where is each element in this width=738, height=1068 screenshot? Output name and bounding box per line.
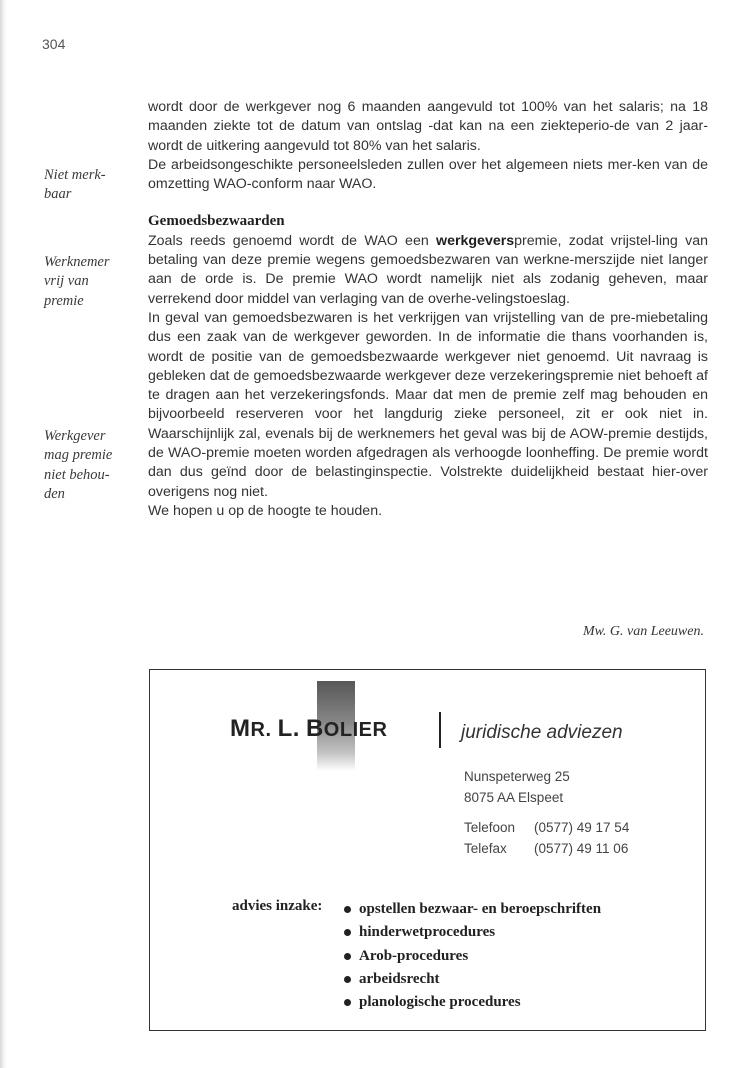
margin-note-line: premie: [44, 292, 84, 309]
fax-number: (0577) 49 11 06: [534, 841, 629, 856]
address-city: 8075 AA Elspeet: [464, 790, 564, 805]
keyword-werkgevers: werkgevers: [436, 232, 515, 249]
phone-number: (0577) 49 17 54: [534, 820, 630, 835]
paragraph-closing: We hopen u op de hoogte te houden.: [148, 502, 383, 519]
text-segment: Zoals reeds genoemd wordt de WAO een: [148, 232, 437, 249]
logo-letter: B: [305, 715, 324, 742]
logo-letters: R.: [250, 719, 272, 741]
advertisement-box: [149, 669, 706, 1031]
margin-note-line: Niet merk-: [44, 167, 106, 183]
list-item: arbeidsrecht: [344, 968, 601, 991]
contact-block: [464, 817, 629, 859]
tagline: juridische adviezen: [461, 722, 623, 743]
scan-edge-shadow: [0, 0, 7, 1068]
logo-letter: M: [230, 715, 251, 742]
paragraph-salary: wordt door de werkgever nog 6 maanden aangevuld tot 100% van het salaris; na 18 maanden ziekte tot de datum van ontslag -dat kan na een ziekteperio-de van 2 jaar- wordt de uitkering aangevuld tot 80% van het salaris.: [148, 99, 708, 154]
margin-note-line: vrij van: [44, 273, 89, 290]
section-heading: Gemoedsbezwaarden: [148, 213, 285, 230]
phone-line: [464, 817, 629, 838]
margin-note-werkgever-mag: [44, 427, 142, 504]
fax-line: [464, 838, 629, 859]
advice-label: advies inzake:: [232, 898, 323, 914]
article-body: [148, 98, 708, 521]
advice-list: [344, 898, 601, 1014]
margin-note-werknemer-vrij: [44, 253, 142, 311]
address-block: [464, 766, 570, 808]
text-segment: premie, zodat vrijstel-ling van betaling van deze premie wegens gemoedsbezwaren van werkne-merszijde niet langer aan de orde is. De premie WAO wordt namelijk niet als zodanig geheven, maar verrekend door middel van verlaging van de overhe-velingstoeslag.: [148, 232, 708, 307]
list-item: Arob-procedures: [344, 945, 601, 968]
phone-label: Telefoon: [464, 820, 516, 835]
logo-divider: [439, 712, 441, 748]
margin-note-line: Werkgever: [44, 428, 106, 444]
logo-letters: OLIER: [323, 719, 388, 741]
list-item: opstellen bezwaar- en beroepschriften: [344, 898, 601, 921]
paragraph-employer-premium: [148, 232, 708, 309]
fax-label: Telefax: [464, 841, 507, 856]
margin-note-line: den: [44, 485, 65, 502]
logo-name: [230, 715, 387, 743]
signature: Mw. G. van Leeuwen.: [582, 624, 704, 639]
page-number: 304: [42, 36, 66, 52]
paragraph-conscientious-objection: In geval van gemoedsbezwaren is het verkrijgen van vrijstelling van de pre-miebetaling dus een zaak van de werkgever geworden. In de informatie die thans voorhanden is, wordt de positie van de gemoedsbezwaarde werkgever niet genoemd. Uit navraag is gebleken dat de gemoedsbezwaarde werkgever deze verzekeringspremie niet behoeft af te dragen aan het verzekeringsfonds. Maar dat men de premie zelf mag behouden en bijvoorbeeld reserveren voor het langdurig zieke personeel, zit er ook niet in. Waarschijnlijk zal, evenals bij de werknemers het geval was bij de AOW-premie destijds, de WAO-premie moeten worden afgedragen als verhoogde loonheffing. De premie wordt dan dus geïnd door de belastinginspectie. Volstrekte duidelijkheid bestaat hier-over overigens nog niet.: [148, 309, 708, 500]
margin-note-line: Werknemer: [44, 254, 110, 270]
address-street: Nunspeterweg 25: [464, 769, 570, 784]
margin-note-line: baar: [44, 186, 72, 203]
paragraph-not-noticeable: De arbeidsongeschikte personeelsleden zullen over het algemeen niets mer-ken van de omzetting WAO-conform naar WAO.: [148, 156, 708, 193]
margin-note-line: mag premie: [44, 447, 113, 464]
margin-note-niet-merkbaar: [44, 166, 142, 205]
margin-note-line: niet behou-: [44, 466, 110, 483]
list-item: hinderwetprocedures: [344, 921, 601, 944]
logo-letters: L.: [277, 715, 300, 742]
list-item: planologische procedures: [344, 991, 601, 1014]
